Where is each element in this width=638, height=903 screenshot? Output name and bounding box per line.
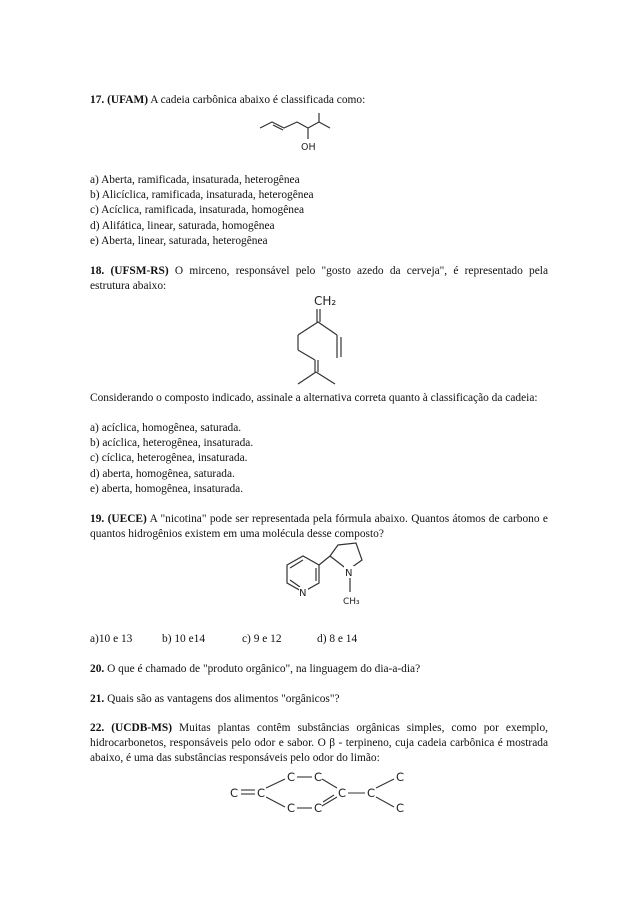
- option-18c[interactable]: c) cíclica, heterogênea, insaturada.: [90, 452, 248, 465]
- question-18-number: 18. (UFSM-RS): [90, 265, 169, 277]
- pyrrolidine-nitrogen-label: N: [345, 568, 353, 579]
- question-21-number: 21.: [90, 693, 105, 705]
- question-19-structure: [270, 542, 390, 608]
- atom-c4: C: [314, 770, 323, 784]
- question-19-options: [90, 632, 548, 647]
- atom-c5: C: [287, 801, 296, 815]
- methyl-label: CH₃: [343, 597, 360, 607]
- question-18-prompt: Considerando o composto indicado, assinale a alternativa correta quanto à classificação da cadeia:: [90, 392, 538, 404]
- hydroxyl-label: OH: [301, 142, 316, 153]
- atom-c2: C: [257, 786, 266, 800]
- question-18-structure: [290, 292, 360, 388]
- atom-c6: C: [314, 801, 323, 815]
- atom-c1: C: [230, 786, 239, 800]
- question-19: [90, 512, 548, 542]
- pyridine-nitrogen-label: N: [299, 588, 307, 599]
- option-17a[interactable]: a) Aberta, ramificada, insaturada, heterogênea: [90, 174, 300, 186]
- question-22-structure: [230, 767, 410, 817]
- question-19-number: 19. (UECE): [90, 513, 147, 525]
- option-19b[interactable]: b) 10 e14: [162, 633, 206, 645]
- question-22: [90, 721, 548, 767]
- question-17-options: [90, 173, 548, 249]
- option-17c[interactable]: c) Acíclica, ramificada, insaturada, homogênea: [90, 204, 305, 217]
- question-17: [90, 93, 548, 108]
- question-22-number: 22. (UCDB-MS): [90, 722, 172, 734]
- question-21: [90, 692, 548, 707]
- option-18b[interactable]: b) acíclica, heterogênea, insaturada.: [90, 437, 254, 450]
- question-19-text: A "nicotina" pode ser representada pela fórmula abaixo. Quantos átomos de carbono e quantos hidrogênios existem em uma molécula desse composto?: [90, 513, 548, 541]
- question-20-text: O que é chamado de "produto orgânico", na linguagem do dia-a-dia?: [107, 663, 421, 675]
- question-21-text: Quais são as vantagens dos alimentos "orgânicos"?: [107, 693, 340, 705]
- question-22-text: Muitas plantas contêm substâncias orgânicas simples, como por exemplo, hidrocarbonetos, responsáveis pelo odor e sabor. O β - terpineno, cuja cadeia carbônica é mostrada abaixo, é uma das substâncias responsáveis pelo odor do limão:: [90, 722, 548, 765]
- question-17-text: A cadeia carbônica abaixo é classificada como:: [150, 94, 366, 106]
- option-19c[interactable]: c) 9 e 12: [242, 633, 282, 645]
- question-20: [90, 662, 548, 677]
- atom-c3: C: [287, 770, 296, 784]
- option-17e[interactable]: e) Aberta, linear, saturada, heterogênea: [90, 234, 268, 247]
- option-18e[interactable]: e) aberta, homogênea, insaturada.: [90, 482, 244, 495]
- atom-c7: C: [338, 786, 347, 800]
- option-17b[interactable]: b) Alicíclica, ramificada, insaturada, heterogênea: [90, 189, 314, 202]
- option-18d[interactable]: d) aberta, homogênea, saturada.: [90, 467, 235, 480]
- question-17-structure: [260, 112, 380, 158]
- methylene-label: CH₂: [314, 294, 337, 308]
- option-17d[interactable]: d) Alifática, linear, saturada, homogênea: [90, 219, 275, 232]
- option-18a[interactable]: a) acíclica, homogênea, saturada.: [90, 422, 242, 434]
- question-18-text: O mirceno, responsável pelo "gosto azedo da cerveja", é representado pela estrutura abaixo:: [90, 265, 549, 293]
- atom-c10: C: [396, 801, 405, 815]
- question-17-number: 17. (UFAM): [90, 94, 148, 106]
- question-18: [90, 264, 548, 294]
- option-19d[interactable]: d) 8 e 14: [317, 633, 358, 645]
- question-18-options: [90, 421, 548, 497]
- atom-c8: C: [367, 786, 376, 800]
- atom-c9: C: [396, 770, 405, 784]
- question-20-number: 20.: [90, 663, 105, 675]
- option-19a[interactable]: a)10 e 13: [90, 633, 133, 645]
